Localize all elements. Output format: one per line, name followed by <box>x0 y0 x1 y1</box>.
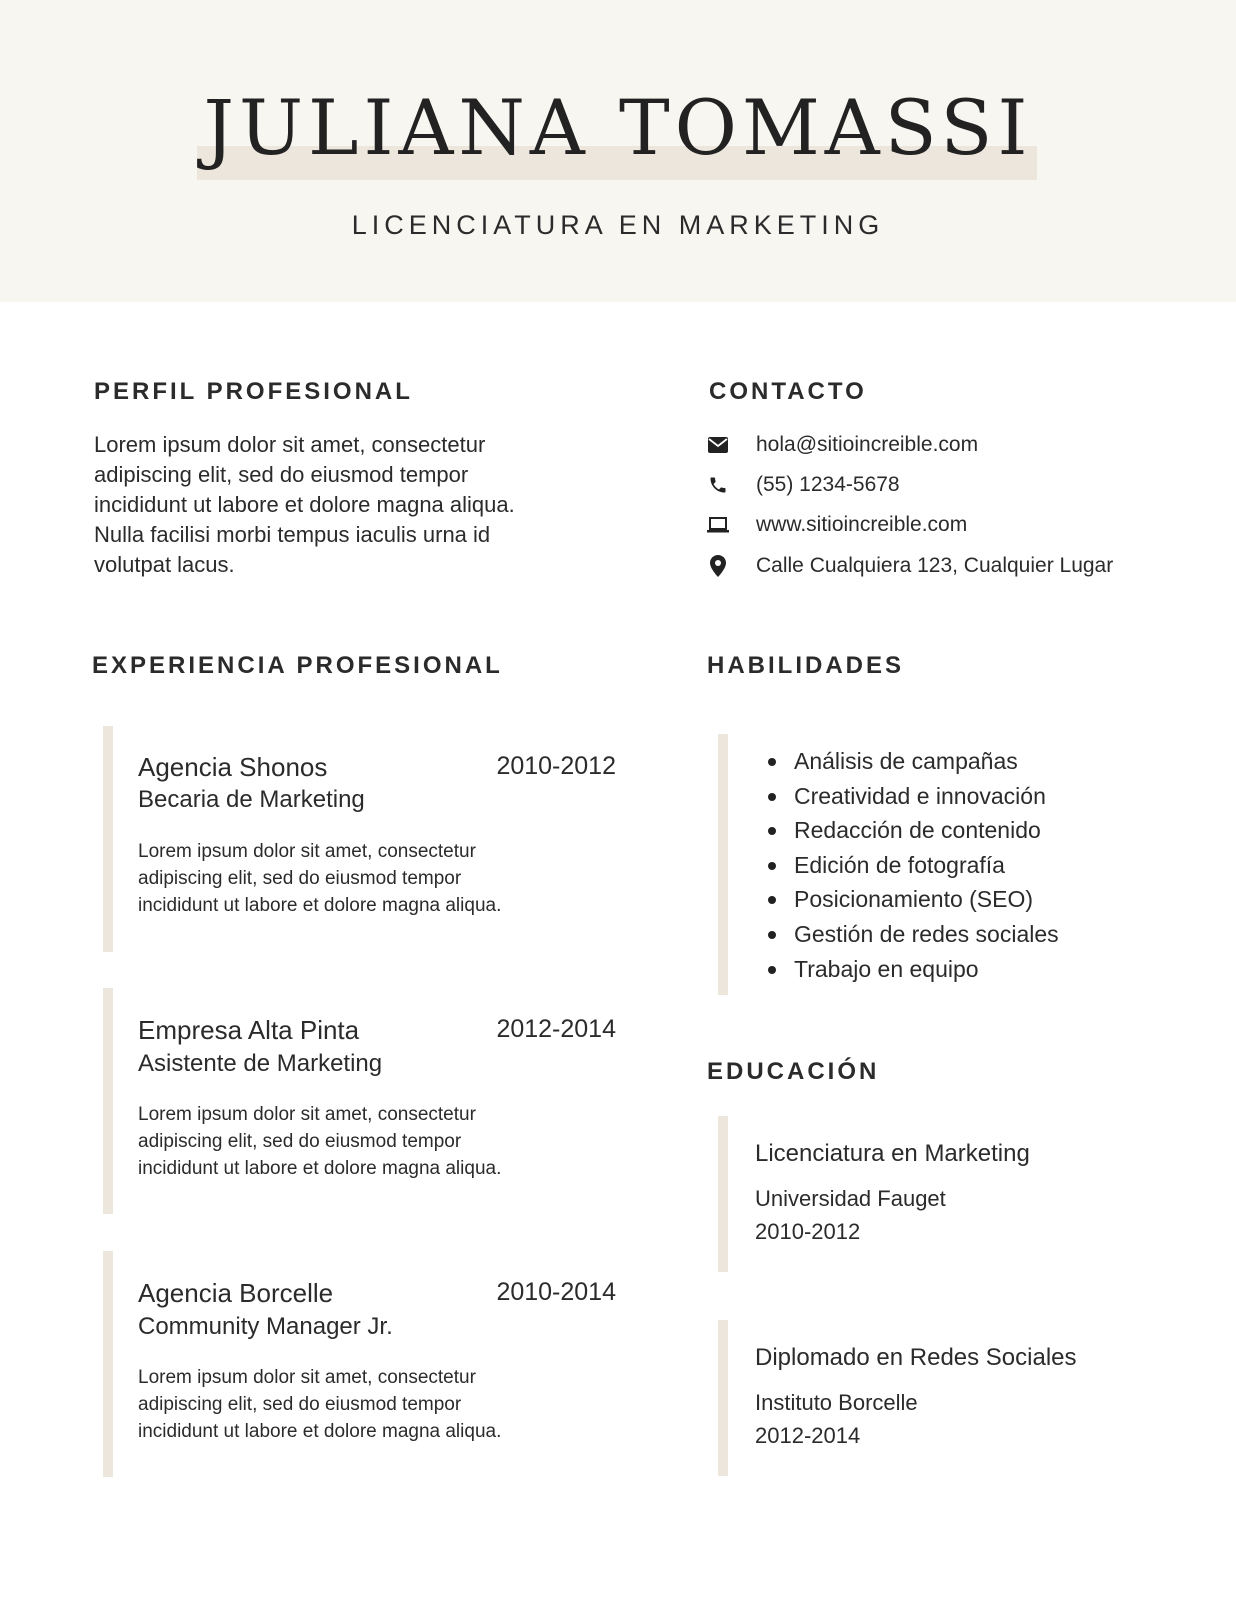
contact-phone[interactable]: (55) 1234-5678 <box>756 473 900 496</box>
job-role: Asistente de Marketing <box>138 1050 383 1077</box>
job-accent-bar <box>103 988 113 1214</box>
profile-line: adipiscing elit, sed do eiusmod tempor <box>94 462 469 487</box>
job-description-line: adipiscing elit, sed do eiusmod tempor <box>138 868 462 889</box>
profile-line: incididunt ut labore et dolore magna aliqua. <box>94 492 515 517</box>
contact-address: Calle Cualquiera 123, Cualquier Lugar <box>756 554 1114 577</box>
job-role: Community Manager Jr. <box>138 1313 393 1340</box>
contact-email-row <box>707 430 979 460</box>
job-company: Agencia Shonos <box>138 752 328 782</box>
job-description-line: adipiscing elit, sed do eiusmod tempor <box>138 1394 462 1415</box>
contact-website-row <box>707 510 968 540</box>
contact-address-row <box>707 551 1114 581</box>
skill-item: Análisis de campañas <box>762 744 1059 779</box>
experience-heading: EXPERIENCIA PROFESIONAL <box>92 652 503 679</box>
profile-text <box>94 430 614 580</box>
profile-line: volutpat lacus. <box>94 552 235 577</box>
skills-list <box>762 744 1059 986</box>
job-description-line: incididunt ut labore et dolore magna aliqua. <box>138 1158 502 1179</box>
job-description-line: incididunt ut labore et dolore magna aliqua. <box>138 895 502 916</box>
job-company: Empresa Alta Pinta <box>138 1015 360 1045</box>
job-accent-bar <box>103 1251 113 1477</box>
job-role: Becaria de Marketing <box>138 786 365 813</box>
job-years: 2010-2012 <box>496 752 616 780</box>
job-description-line: adipiscing elit, sed do eiusmod tempor <box>138 1131 462 1152</box>
contact-phone-row <box>707 470 900 500</box>
skill-item: Posicionamiento (SEO) <box>762 882 1059 917</box>
skill-item: Redacción de contenido <box>762 813 1059 848</box>
job-accent-bar <box>103 726 113 952</box>
person-name: JULIANA TOMASSI <box>203 83 1033 172</box>
skills-heading: HABILIDADES <box>707 652 905 679</box>
profile-line: Lorem ipsum dolor sit amet, consectetur <box>94 432 486 457</box>
job-years: 2010-2014 <box>496 1278 616 1306</box>
job-description <box>138 1364 608 1445</box>
skill-item: Edición de fotografía <box>762 848 1059 883</box>
job-years: 2012-2014 <box>496 1015 616 1043</box>
contact-heading: CONTACTO <box>709 378 867 405</box>
job-description <box>138 1101 608 1182</box>
envelope-icon <box>707 434 729 456</box>
job-description-line: incididunt ut labore et dolore magna aliqua. <box>138 1421 502 1442</box>
job-company: Agencia Borcelle <box>138 1278 334 1308</box>
professional-title: LICENCIATURA EN MARKETING <box>351 210 885 240</box>
job-description <box>138 838 608 919</box>
education-degree: Diplomado en Redes Sociales <box>755 1344 1077 1371</box>
education-degree: Licenciatura en Marketing <box>755 1140 1030 1167</box>
skill-item: Creatividad e innovación <box>762 779 1059 814</box>
education-accent-bar <box>718 1320 728 1476</box>
job-description-line: Lorem ipsum dolor sit amet, consectetur <box>138 841 476 862</box>
location-pin-icon <box>707 555 729 577</box>
education-years: 2010-2012 <box>755 1219 861 1244</box>
contact-email[interactable]: hola@sitioincreible.com <box>756 433 979 456</box>
education-school: Universidad Fauget <box>755 1186 946 1211</box>
resume-header <box>0 0 1236 302</box>
contact-website[interactable]: www.sitioincreible.com <box>756 513 968 536</box>
profile-heading: PERFIL PROFESIONAL <box>94 378 413 405</box>
education-school: Instituto Borcelle <box>755 1390 918 1415</box>
job-description-line: Lorem ipsum dolor sit amet, consectetur <box>138 1104 476 1125</box>
laptop-icon <box>707 514 729 536</box>
profile-line: Nulla facilisi morbi tempus iaculis urna id <box>94 522 491 547</box>
education-accent-bar <box>718 1116 728 1272</box>
skills-accent-bar <box>718 734 728 995</box>
skill-item: Trabajo en equipo <box>762 952 1059 987</box>
education-heading: EDUCACIÓN <box>707 1058 880 1085</box>
phone-icon <box>707 474 729 496</box>
education-years: 2012-2014 <box>755 1423 861 1448</box>
job-description-line: Lorem ipsum dolor sit amet, consectetur <box>138 1367 476 1388</box>
skill-item: Gestión de redes sociales <box>762 917 1059 952</box>
